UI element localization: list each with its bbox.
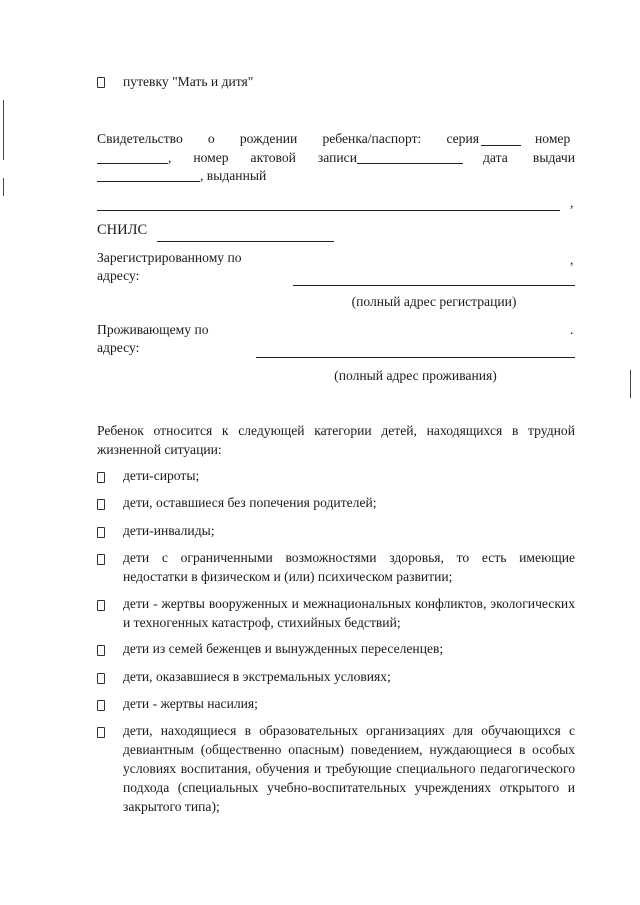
- birth-cert-issue-date-label: дата выдачи: [483, 150, 575, 165]
- residence-address-field[interactable]: [256, 357, 575, 358]
- registration-address-field[interactable]: [293, 285, 575, 286]
- issued-by-comma: ,: [570, 195, 574, 210]
- snils-field[interactable]: [157, 241, 334, 242]
- category-checkbox-2[interactable]: [97, 527, 105, 538]
- snils-label: СНИЛС: [97, 222, 148, 238]
- residence-label-line2: адресу:: [97, 340, 140, 355]
- number-field[interactable]: [97, 163, 168, 164]
- scan-margin-mark: [3, 100, 4, 160]
- record-number-field[interactable]: [357, 163, 463, 164]
- residence-label-line1: Проживающему по: [97, 322, 209, 337]
- category-checkbox-8[interactable]: [97, 727, 105, 738]
- birth-cert-record-number-label: , номер актовой записи: [168, 150, 357, 165]
- category-item-8: дети, находящиеся в образовательных организациях для обучающихся с девиантным (общественно опасным) поведением, нуждающиеся в особых условиях воспитания, обучения и требующие специального педагогического подхода (специальных учебно-воспитательных учреждениях открытого и закрытого типа);: [123, 723, 575, 814]
- category-intro: Ребенок относится к следующей категории детей, находящихся в трудной жизненной ситуации:: [97, 423, 575, 457]
- category-checkbox-6[interactable]: [97, 673, 105, 684]
- scan-margin-mark: [630, 370, 631, 398]
- series-field[interactable]: [481, 145, 521, 146]
- category-checkbox-3[interactable]: [97, 554, 105, 565]
- voucher-label: путевку "Мать и дитя": [123, 74, 254, 89]
- category-item-1: дети, оставшиеся без попечения родителей;: [123, 495, 377, 510]
- category-checkbox-4[interactable]: [97, 600, 105, 611]
- category-item-0: дети-сироты;: [123, 468, 200, 483]
- category-item-5: дети из семей беженцев и вынужденных переселенцев;: [123, 641, 444, 656]
- registration-comma: ,: [570, 252, 574, 267]
- category-checkbox-7[interactable]: [97, 700, 105, 711]
- birth-cert-number-label: номер: [535, 131, 571, 146]
- category-item-6: дети, оказавшиеся в экстремальных условиях;: [123, 669, 391, 684]
- category-item-7: дети - жертвы насилия;: [123, 696, 258, 711]
- category-item-3: дети с ограниченными возможностями здоровья, то есть имеющие недостатки в физическом и (или) психическом развитии;: [123, 550, 575, 584]
- birth-cert-issued-by-label: , выданный: [200, 168, 267, 183]
- category-checkbox-1[interactable]: [97, 499, 105, 510]
- registration-label-line1: Зарегистрированному по: [97, 250, 242, 265]
- residence-caption: (полный адрес проживания): [334, 368, 497, 383]
- registration-label-line2: адресу:: [97, 268, 140, 283]
- category-item-2: дети-инвалиды;: [123, 523, 215, 538]
- voucher-checkbox[interactable]: [97, 77, 105, 88]
- scan-margin-mark: [3, 178, 4, 196]
- issue-date-field[interactable]: [97, 181, 200, 182]
- issued-by-field[interactable]: [97, 210, 560, 211]
- category-checkbox-0[interactable]: [97, 472, 105, 483]
- birth-cert-line1-text: Свидетельство о рождении ребенка/паспорт: серия: [97, 131, 479, 146]
- residence-period: .: [570, 322, 574, 337]
- registration-caption: (полный адрес регистрации): [351, 294, 517, 309]
- category-item-4: дети - жертвы вооруженных и межнациональных конфликтов, экологических и техногенных катастроф, стихийных бедствий;: [123, 596, 575, 630]
- category-checkbox-5[interactable]: [97, 645, 105, 656]
